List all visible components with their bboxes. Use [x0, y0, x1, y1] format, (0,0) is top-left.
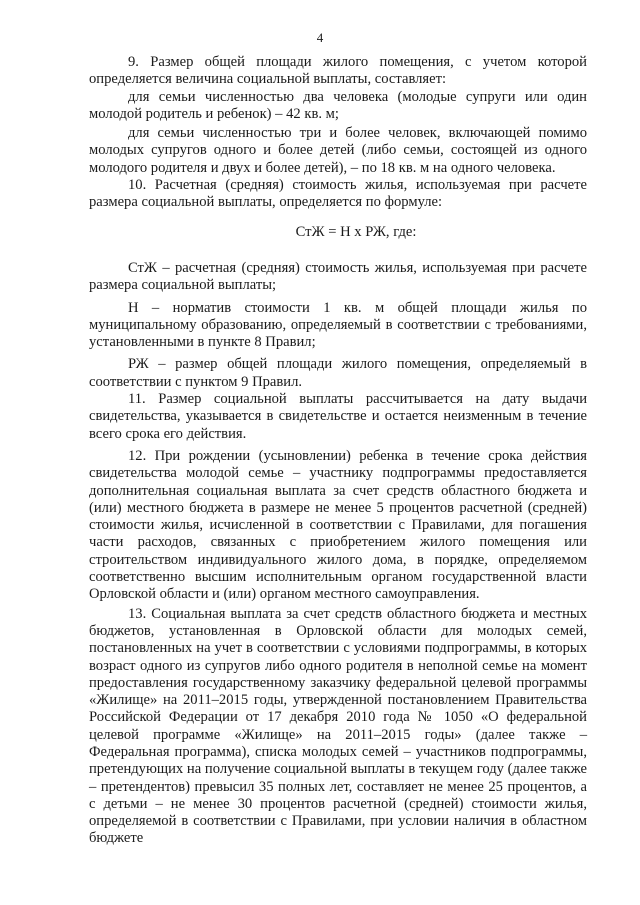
- paragraph-9-family-of-three: для семьи численностью три и более человек, включающей помимо молодых супругов одного и более детей (либо семьи, состоящей из одного молодого родителя и двух и более детей), – по 18 кв. м на одного человека.: [89, 125, 587, 176]
- paragraph-13: 13. Социальная выплата за счет средств областного бюджета и местных бюджетов, установленная в Орловской области для молодых семей, постановленных на учет в соответствии с условиями подпрограммы, в которых возраст одного из супругов либо одного родителя в неполной семье на момент предоставления государственному заказчику федеральной целевой программы «Жилище» на 2011–2015 годы, утвержденной постановлением Правительства Российской Федерации от 17 декабря 2010 года № 1050 «О федеральной целевой программе «Жилище» на 2011–2015 годы» (далее также – Федеральная программа), списка молодых семей – участников подпрограммы, претендующих на получение социальной выплаты в текущем году (далее также – претендентов) превысил 35 полных лет, составляет не менее 25 процентов, а с детьми – не менее 30 процентов расчетной (средней) стоимости жилья, определяемой в соответствии с Правилами, при условии наличия в областном бюджете: [89, 605, 587, 847]
- page-number: 4: [316, 30, 324, 45]
- paragraph-12: 12. При рождении (усыновлении) ребенка в течение срока действия свидетельства молодой семье – участнику подпрограммы предоставляется дополнительная социальная выплата за счет средств областного бюджета и (или) местного бюджета в размере не менее 5 процентов расчетной (средней) стоимости жилья, исчисленной в соответствии с Правилами, для погашения части расходов, связанных с приобретением жилого помещения или строительством индивидуального жилого дома, в порядке, определяемом соответственно высшим исполнительным органом государственной власти Орловской области и (или) органом местного самоуправления.: [89, 447, 587, 603]
- definition-n: Н – норматив стоимости 1 кв. м общей площади жилья по муниципальному образованию, определяемый в соответствии с требованиями, установленными в пункте 8 Правил;: [89, 299, 587, 351]
- paragraph-11: 11. Размер социальной выплаты рассчитывается на дату выдачи свидетельства, указывается в свидетельстве и остается неизменным в течение всего срока его действия.: [89, 391, 587, 442]
- definition-rzh: РЖ – размер общей площади жилого помещения, определяемый в соответствии с пунктом 9 Правил.: [89, 356, 587, 390]
- definition-stzh: СтЖ – расчетная (средняя) стоимость жилья, используемая при расчете размера социальной выплаты;: [89, 259, 587, 294]
- paragraph-10: 10. Расчетная (средняя) стоимость жилья, используемая при расчете размера социальной выплаты, определяется по формуле:: [89, 177, 587, 211]
- formula: СтЖ = Н х РЖ, где:: [295, 223, 417, 240]
- document-body: [89, 54, 587, 848]
- paragraph-9: 9. Размер общей площади жилого помещения, с учетом которой определяется величина социальной выплаты, составляет:: [89, 54, 587, 88]
- paragraph-9-family-of-two: для семьи численностью два человека (молодые супруги или один молодой родитель и ребенок) – 42 кв. м;: [89, 88, 587, 122]
